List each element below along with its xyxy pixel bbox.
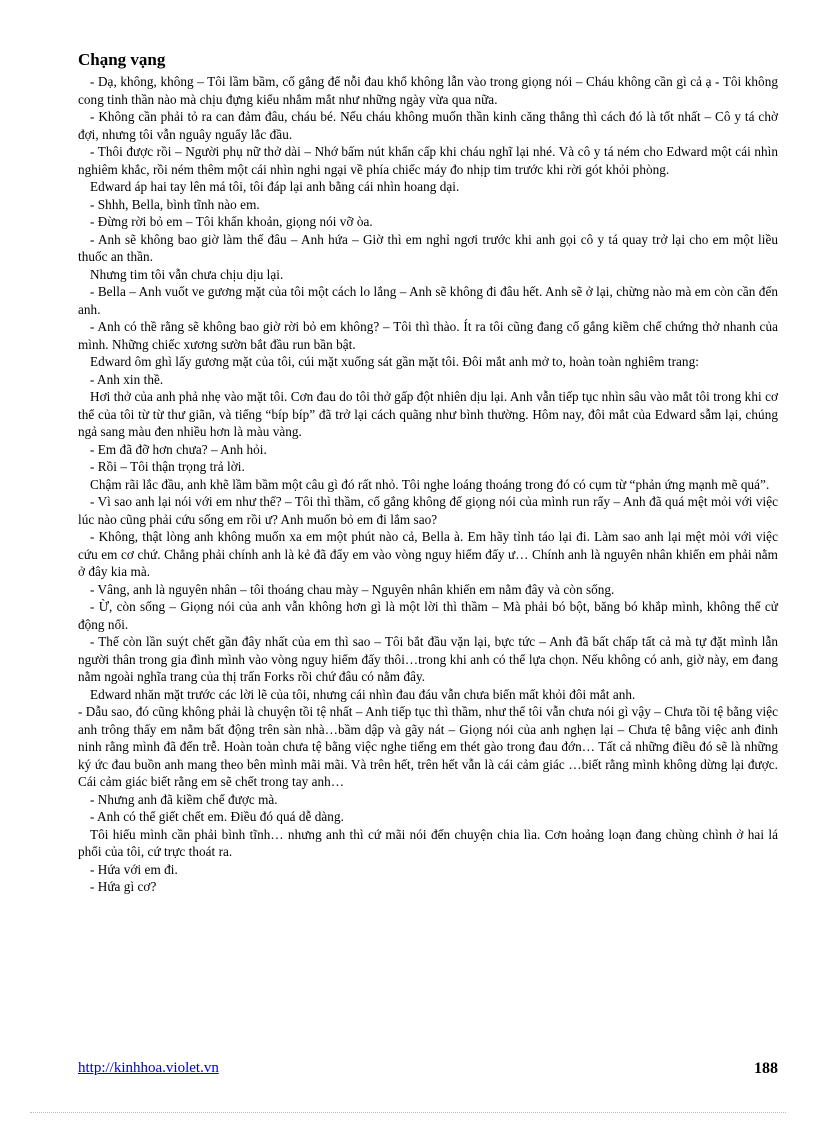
paragraph: - Không, thật lòng anh không muốn xa em một phút nào cả, Bella à. Em hãy tỉnh táo lại đi. Làm sao anh lại mệt mỏi với việc cứu em cơ chứ. Chẳng phải chính anh là kẻ đã đẩy em vào vòng nguy hiểm đấy ư… Chính anh là nguyên nhân khiến em phải nằm ở đây kia mà. bbox=[78, 529, 778, 579]
paragraph: - Em đã đỡ hơn chưa? – Anh hỏi. bbox=[90, 441, 267, 457]
page-number: 188 bbox=[754, 1060, 778, 1077]
paragraph: - Không cần phải tỏ ra can đảm đâu, cháu bé. Nếu cháu không muốn thần kinh căng thẳng thì cách đó là tốt nhất – Cô y tá chờ đợi, nhưng tôi vẫn nguây nguẩy lắc đầu. bbox=[78, 109, 778, 142]
paragraph: - Shhh, Bella, bình tĩnh nào em. bbox=[90, 196, 260, 212]
paragraph: - Nhưng anh đã kiềm chế được mà. bbox=[90, 791, 278, 807]
paragraph: - Vâng, anh là nguyên nhân – tôi thoáng chau mày – Nguyên nhân khiến em nằm đây và còn sống. bbox=[90, 581, 615, 597]
paragraph: - Vì sao anh lại nói với em như thế? – Tôi thì thầm, cố gắng không để giọng nói của mình run rẩy – Anh đã quá mệt mỏi với việc lúc nào cũng phải cứu sống em rồi ư? Anh muốn bỏ em đi lắm sao? bbox=[78, 494, 778, 527]
paragraph: Nhưng tim tôi vẫn chưa chịu dịu lại. bbox=[90, 266, 284, 282]
paragraph: - Anh có thể giết chết em. Điều đó quá dễ dàng. bbox=[90, 809, 344, 824]
paragraph-list bbox=[78, 73, 778, 896]
paragraph: Edward áp hai tay lên má tôi, tôi đáp lại anh bằng cái nhìn hoang dại. bbox=[90, 179, 460, 194]
paragraph: - Ừ, còn sống – Giọng nói của anh vẫn không hơn gì là một lời thì thầm – Mà phải bó bột, băng bó khắp mình, không thể cử động nổi. bbox=[78, 599, 778, 632]
paragraph: - Dẫu sao, đó cũng không phải là chuyện tồi tệ nhất – Anh tiếp tục thì thầm, như thể tôi vẫn chưa nói gì vậy – Chưa tồi tệ bằng việc anh trông thấy em nằm bất động trên sàn nhà…bầm dập và gãy nát – Giọng nói của anh nghẹn lại – Chưa tệ bằng việc anh đinh ninh rằng mình đã đến trễ. Hoàn toàn chưa tệ bằng việc nghe tiếng em thét gào trong đau đớn… Tất cả những điều đó sẽ là những ký ức đau buồn anh mang theo bên mình mãi mãi. Và trên hết, trên hết vẫn là cái cảm giác …biết rằng mình không dừng lại được. Cái cảm giác biết rằng em sẽ chết trong tay anh… bbox=[78, 704, 778, 789]
paragraph: Chậm rãi lắc đầu, anh khẽ lầm bầm một câu gì đó rất nhỏ. Tôi nghe loáng thoáng trong đó có cụm từ “phản ứng mạnh mẽ quá”. bbox=[90, 476, 770, 492]
paragraph: - Đừng rời bỏ em – Tôi khẩn khoản, giọng nói vỡ òa. bbox=[90, 214, 373, 229]
paragraph: Hơi thở của anh phả nhẹ vào mặt tôi. Cơn đau do tôi thở gấp đột nhiên dịu lại. Anh vẫn tiếp tục nhìn sâu vào mắt tôi trong khi cơ thể của tôi từ từ thư giãn, và tiếng “bíp bíp” đã trở lại cách quãng như bình thường. Hôm nay, đôi mắt của Edward sẫm lại, chúng ngả sang màu đen nhiều hơn là màu vàng. bbox=[78, 389, 778, 439]
paragraph: Edward nhăn mặt trước các lời lẽ của tôi, nhưng cái nhìn đau đáu vẫn chưa biến mất khỏi đôi mắt anh. bbox=[90, 686, 636, 702]
bottom-divider bbox=[30, 1112, 786, 1113]
page-footer bbox=[78, 1060, 778, 1080]
paragraph: - Thế còn lần suýt chết gần đây nhất của em thì sao – Tôi bắt đầu vặn lại, bực tức – Anh đã bất chấp tất cả mà tự đặt mình lẫn người thân trong gia đình mình vào vòng nguy hiểm đấy thôi…trong khi anh có thể lựa chọn. Nếu không có anh, giờ này, em đang nằm ngoài nghĩa trang của thị trấn Forks rồi chứ đâu có nằm đây. bbox=[78, 634, 778, 684]
website-link[interactable]: http://kinhhoa.violet.vn bbox=[78, 1060, 219, 1076]
paragraph: - Thôi được rồi – Người phụ nữ thở dài – Nhớ bấm nút khẩn cấp khi cháu nghĩ lại nhé. Và cô y tá ném cho Edward một cái nhìn nghiêm khắc, rồi ném thêm một cái nhìn nghi ngại về phía chiếc máy đo nhịp tim trước khi rời gót khỏi phòng. bbox=[78, 144, 778, 177]
paragraph: - Hứa với em đi. bbox=[90, 861, 178, 877]
chapter-title: Chạng vạng bbox=[78, 50, 166, 69]
paragraph: - Dạ, không, không – Tôi lầm bầm, cố gắng để nỗi đau khổ không lẫn vào trong giọng nói – Cháu không cần gì cả ạ - Tôi không cong tinh thần nào mà chịu đựng kiểu nhắm mắt như những ngày vừa qua nữa. bbox=[78, 74, 778, 107]
page-body bbox=[78, 50, 778, 896]
paragraph: - Hứa gì cơ? bbox=[90, 879, 157, 894]
paragraph: Tôi hiểu mình cần phải bình tĩnh… nhưng anh thì cứ mãi nói đến chuyện chia lìa. Cơn hoảng loạn đang chùng chình ở hai lá phổi của tôi, cứ trực thoát ra. bbox=[78, 826, 778, 859]
paragraph: - Rồi – Tôi thận trọng trả lời. bbox=[90, 459, 245, 474]
paragraph: - Anh có thề rằng sẽ không bao giờ rời bỏ em không? – Tôi thì thào. Ít ra tôi cũng đang cố gắng kiềm chế chứng thở nhanh của mình. Những chiếc xương sườn bắt đầu run bần bật. bbox=[78, 319, 778, 352]
paragraph: Edward ôm ghì lấy gương mặt của tôi, cúi mặt xuống sát gần mặt tôi. Đôi mắt anh mở to, hoàn toàn nghiêm trang: bbox=[90, 354, 699, 369]
paragraph: - Anh xin thề. bbox=[90, 371, 164, 387]
paragraph: - Bella – Anh vuốt ve gương mặt của tôi một cách lo lắng – Anh sẽ không đi đâu hết. Anh sẽ ở lại, chừng nào mà em còn cần đến anh. bbox=[78, 284, 778, 317]
paragraph: - Anh sẽ không bao giờ làm thế đâu – Anh hứa – Giờ thì em nghỉ ngơi trước khi anh gọi cô y tá quay trở lại cho em một liều thuốc an thần. bbox=[78, 231, 778, 264]
